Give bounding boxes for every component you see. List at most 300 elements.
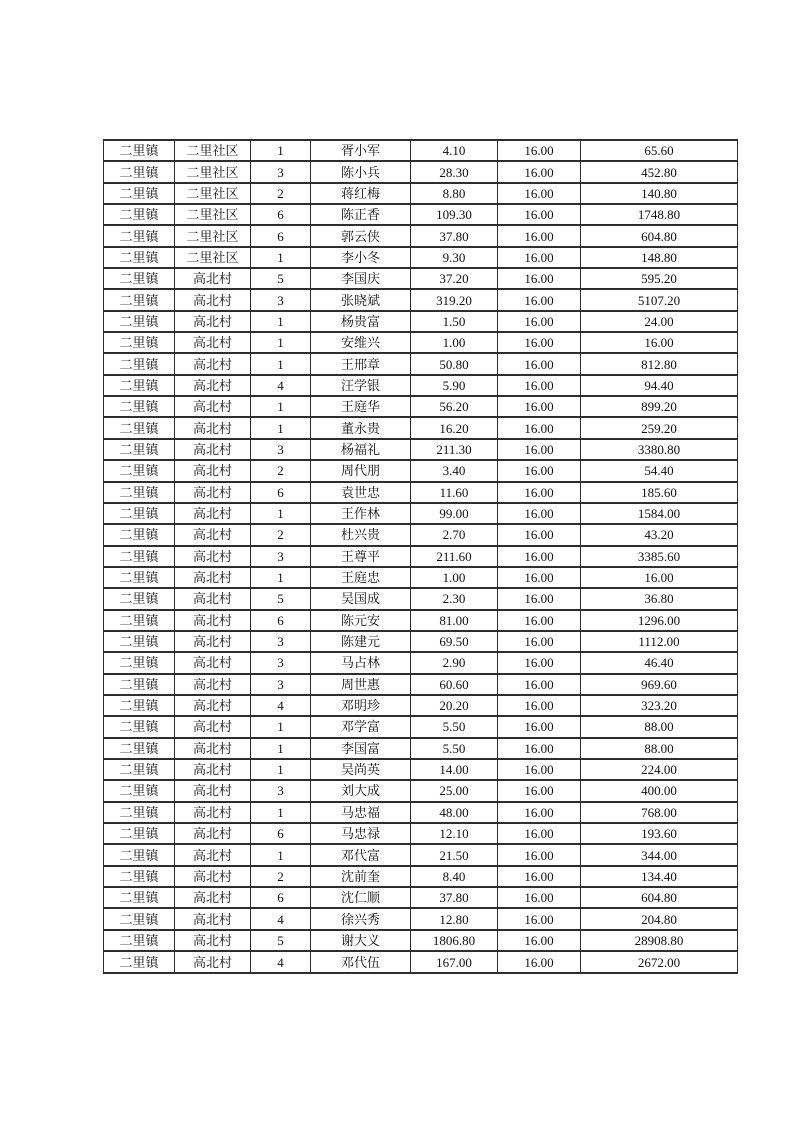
table-cell-village: 高北村: [175, 546, 251, 567]
table-cell-quantity: 5.50: [411, 716, 498, 737]
table-cell-amount: 94.40: [581, 375, 738, 396]
table-cell-amount: 16.00: [581, 567, 738, 588]
table-cell-amount: 812.80: [581, 353, 738, 374]
table-cell-town: 二里镇: [104, 802, 175, 823]
table-cell-quantity: 8.40: [411, 866, 498, 887]
table-cell-town: 二里镇: [104, 311, 175, 332]
table-cell-quantity: 37.80: [411, 225, 498, 246]
table-row: [104, 908, 738, 929]
table-row: [104, 652, 738, 673]
table-cell-count: 2: [251, 866, 311, 887]
table-cell-rate: 16.00: [498, 332, 581, 353]
table-cell-town: 二里镇: [104, 482, 175, 503]
table-cell-town: 二里镇: [104, 674, 175, 695]
table-cell-count: 3: [251, 439, 311, 460]
table-cell-town: 二里镇: [104, 887, 175, 908]
table-row: [104, 225, 738, 246]
table-cell-count: 3: [251, 161, 311, 182]
table-cell-rate: 16.00: [498, 375, 581, 396]
table-cell-name: 沈仁顺: [311, 887, 411, 908]
table-cell-name: 邓代伍: [311, 951, 411, 973]
table-cell-village: 高北村: [175, 930, 251, 951]
table-cell-rate: 16.00: [498, 866, 581, 887]
table-cell-rate: 16.00: [498, 524, 581, 545]
table-cell-count: 1: [251, 247, 311, 268]
table-cell-amount: 24.00: [581, 311, 738, 332]
table-row: [104, 887, 738, 908]
table-cell-quantity: 3.40: [411, 460, 498, 481]
table-cell-quantity: 5.90: [411, 375, 498, 396]
table-cell-rate: 16.00: [498, 908, 581, 929]
table-cell-village: 高北村: [175, 759, 251, 780]
table-cell-count: 6: [251, 225, 311, 246]
table-cell-village: 高北村: [175, 311, 251, 332]
table-cell-quantity: 1.50: [411, 311, 498, 332]
table-cell-amount: 1112.00: [581, 631, 738, 652]
table-cell-name: 邓学富: [311, 716, 411, 737]
table-cell-village: 二里社区: [175, 183, 251, 204]
table-cell-village: 高北村: [175, 802, 251, 823]
table-cell-village: 高北村: [175, 503, 251, 524]
table-cell-name: 胥小军: [311, 140, 411, 161]
table-cell-rate: 16.00: [498, 588, 581, 609]
table-cell-name: 马忠福: [311, 802, 411, 823]
table-cell-name: 陈正香: [311, 204, 411, 225]
table-cell-quantity: 28.30: [411, 161, 498, 182]
table-cell-count: 6: [251, 482, 311, 503]
table-cell-quantity: 167.00: [411, 951, 498, 973]
table-cell-count: 1: [251, 140, 311, 161]
table-cell-village: 高北村: [175, 887, 251, 908]
table-cell-quantity: 37.20: [411, 268, 498, 289]
table-cell-quantity: 69.50: [411, 631, 498, 652]
table-cell-rate: 16.00: [498, 716, 581, 737]
table-cell-village: 高北村: [175, 439, 251, 460]
table-cell-count: 1: [251, 417, 311, 438]
table-cell-town: 二里镇: [104, 183, 175, 204]
table-row: [104, 716, 738, 737]
table-cell-count: 1: [251, 716, 311, 737]
table-cell-count: 2: [251, 460, 311, 481]
table-cell-town: 二里镇: [104, 375, 175, 396]
table-row: [104, 311, 738, 332]
table-body: [104, 140, 738, 973]
table-cell-rate: 16.00: [498, 289, 581, 310]
table-cell-rate: 16.00: [498, 268, 581, 289]
table-cell-name: 陈元安: [311, 610, 411, 631]
table-cell-village: 高北村: [175, 631, 251, 652]
table-cell-amount: 1296.00: [581, 610, 738, 631]
table-row: [104, 524, 738, 545]
table-cell-name: 周代朋: [311, 460, 411, 481]
table-cell-quantity: 50.80: [411, 353, 498, 374]
table-cell-name: 王庭忠: [311, 567, 411, 588]
table-cell-rate: 16.00: [498, 780, 581, 801]
table-cell-rate: 16.00: [498, 439, 581, 460]
table-row: [104, 439, 738, 460]
table-row: [104, 631, 738, 652]
table-cell-name: 谢大义: [311, 930, 411, 951]
table-cell-count: 2: [251, 524, 311, 545]
table-cell-count: 1: [251, 738, 311, 759]
table-cell-count: 6: [251, 823, 311, 844]
table-cell-count: 5: [251, 588, 311, 609]
table-cell-amount: 3385.60: [581, 546, 738, 567]
table-cell-amount: 2672.00: [581, 951, 738, 973]
table-cell-rate: 16.00: [498, 546, 581, 567]
table-cell-amount: 1584.00: [581, 503, 738, 524]
table-cell-name: 刘大成: [311, 780, 411, 801]
table-cell-name: 董永贵: [311, 417, 411, 438]
table-cell-name: 安维兴: [311, 332, 411, 353]
table-row: [104, 738, 738, 759]
table-row: [104, 610, 738, 631]
table-cell-name: 王庭华: [311, 396, 411, 417]
table-cell-village: 高北村: [175, 738, 251, 759]
table-row: [104, 567, 738, 588]
table-cell-town: 二里镇: [104, 204, 175, 225]
table-cell-count: 5: [251, 268, 311, 289]
table-cell-amount: 768.00: [581, 802, 738, 823]
table-cell-amount: 604.80: [581, 225, 738, 246]
table-cell-quantity: 20.20: [411, 695, 498, 716]
table-cell-rate: 16.00: [498, 674, 581, 695]
table-cell-amount: 3380.80: [581, 439, 738, 460]
table-cell-quantity: 4.10: [411, 140, 498, 161]
table-cell-quantity: 1.00: [411, 567, 498, 588]
table-cell-town: 二里镇: [104, 844, 175, 865]
table-row: [104, 417, 738, 438]
table-cell-amount: 604.80: [581, 887, 738, 908]
table-cell-count: 3: [251, 674, 311, 695]
table-cell-quantity: 109.30: [411, 204, 498, 225]
table-cell-count: 6: [251, 610, 311, 631]
table-row: [104, 161, 738, 182]
table-cell-village: 高北村: [175, 716, 251, 737]
table-cell-name: 吴尚英: [311, 759, 411, 780]
table-cell-town: 二里镇: [104, 908, 175, 929]
table-cell-quantity: 81.00: [411, 610, 498, 631]
table-cell-name: 郭云侠: [311, 225, 411, 246]
table-cell-amount: 452.80: [581, 161, 738, 182]
table-row: [104, 759, 738, 780]
table-cell-town: 二里镇: [104, 610, 175, 631]
table-row: [104, 695, 738, 716]
table-cell-amount: 140.80: [581, 183, 738, 204]
table-cell-count: 1: [251, 353, 311, 374]
table-cell-town: 二里镇: [104, 460, 175, 481]
table-cell-quantity: 211.30: [411, 439, 498, 460]
table-cell-town: 二里镇: [104, 631, 175, 652]
table-cell-town: 二里镇: [104, 225, 175, 246]
table-cell-amount: 323.20: [581, 695, 738, 716]
table-cell-rate: 16.00: [498, 695, 581, 716]
table-cell-town: 二里镇: [104, 588, 175, 609]
table-cell-name: 李小冬: [311, 247, 411, 268]
table-cell-rate: 16.00: [498, 930, 581, 951]
table-cell-town: 二里镇: [104, 951, 175, 973]
table-cell-name: 张晓斌: [311, 289, 411, 310]
table-cell-rate: 16.00: [498, 417, 581, 438]
table-cell-amount: 46.40: [581, 652, 738, 673]
table-cell-amount: 400.00: [581, 780, 738, 801]
table-cell-village: 高北村: [175, 460, 251, 481]
table-cell-amount: 65.60: [581, 140, 738, 161]
table-row: [104, 332, 738, 353]
table-cell-quantity: 1.00: [411, 332, 498, 353]
table-row: [104, 546, 738, 567]
table-cell-name: 王尊平: [311, 546, 411, 567]
table-cell-count: 3: [251, 631, 311, 652]
table-cell-village: 高北村: [175, 674, 251, 695]
table-cell-amount: 204.80: [581, 908, 738, 929]
table-cell-count: 1: [251, 567, 311, 588]
table-cell-amount: 224.00: [581, 759, 738, 780]
table-cell-count: 3: [251, 780, 311, 801]
table-cell-count: 1: [251, 844, 311, 865]
table-cell-village: 高北村: [175, 652, 251, 673]
table-cell-town: 二里镇: [104, 503, 175, 524]
table-cell-amount: 185.60: [581, 482, 738, 503]
table-cell-quantity: 48.00: [411, 802, 498, 823]
table-cell-town: 二里镇: [104, 695, 175, 716]
table-cell-town: 二里镇: [104, 524, 175, 545]
table-cell-name: 袁世忠: [311, 482, 411, 503]
table-cell-rate: 16.00: [498, 610, 581, 631]
table-cell-name: 杜兴贵: [311, 524, 411, 545]
table-cell-rate: 16.00: [498, 353, 581, 374]
table-cell-town: 二里镇: [104, 823, 175, 844]
table-cell-name: 李国富: [311, 738, 411, 759]
table-cell-quantity: 12.10: [411, 823, 498, 844]
table-cell-name: 周世惠: [311, 674, 411, 695]
table-cell-village: 高北村: [175, 951, 251, 973]
table-row: [104, 353, 738, 374]
table-cell-village: 高北村: [175, 396, 251, 417]
table-cell-quantity: 99.00: [411, 503, 498, 524]
table-cell-name: 汪学银: [311, 375, 411, 396]
table-cell-count: 4: [251, 908, 311, 929]
table-cell-village: 二里社区: [175, 247, 251, 268]
table-cell-amount: 193.60: [581, 823, 738, 844]
table-cell-rate: 16.00: [498, 652, 581, 673]
table-cell-name: 马忠禄: [311, 823, 411, 844]
table-cell-quantity: 37.80: [411, 887, 498, 908]
table-cell-rate: 16.00: [498, 503, 581, 524]
table-cell-amount: 344.00: [581, 844, 738, 865]
table-cell-rate: 16.00: [498, 396, 581, 417]
table-cell-rate: 16.00: [498, 204, 581, 225]
table-cell-count: 3: [251, 652, 311, 673]
table-cell-town: 二里镇: [104, 247, 175, 268]
table-cell-name: 蒋红梅: [311, 183, 411, 204]
table-cell-rate: 16.00: [498, 567, 581, 588]
table-row: [104, 460, 738, 481]
table-cell-amount: 54.40: [581, 460, 738, 481]
table-cell-count: 6: [251, 204, 311, 225]
table-row: [104, 503, 738, 524]
table-cell-count: 1: [251, 396, 311, 417]
table-cell-count: 1: [251, 503, 311, 524]
table-row: [104, 780, 738, 801]
table-cell-quantity: 11.60: [411, 482, 498, 503]
table-row: [104, 588, 738, 609]
table-cell-town: 二里镇: [104, 332, 175, 353]
table-row: [104, 823, 738, 844]
table-cell-town: 二里镇: [104, 652, 175, 673]
table-cell-amount: 43.20: [581, 524, 738, 545]
table-cell-rate: 16.00: [498, 183, 581, 204]
table-cell-village: 二里社区: [175, 140, 251, 161]
table-cell-town: 二里镇: [104, 738, 175, 759]
table-cell-town: 二里镇: [104, 161, 175, 182]
table-row: [104, 375, 738, 396]
table-cell-quantity: 16.20: [411, 417, 498, 438]
table-cell-name: 王作林: [311, 503, 411, 524]
table-row: [104, 802, 738, 823]
table-row: [104, 930, 738, 951]
table-cell-rate: 16.00: [498, 482, 581, 503]
table-cell-town: 二里镇: [104, 780, 175, 801]
table-cell-town: 二里镇: [104, 567, 175, 588]
table-cell-quantity: 2.70: [411, 524, 498, 545]
table-cell-quantity: 1806.80: [411, 930, 498, 951]
table-cell-town: 二里镇: [104, 353, 175, 374]
table-cell-count: 4: [251, 375, 311, 396]
table-row: [104, 140, 738, 161]
table-cell-name: 邓明珍: [311, 695, 411, 716]
table-cell-village: 高北村: [175, 417, 251, 438]
table-cell-count: 5: [251, 930, 311, 951]
table-cell-town: 二里镇: [104, 439, 175, 460]
table-cell-town: 二里镇: [104, 866, 175, 887]
table-cell-rate: 16.00: [498, 823, 581, 844]
table-cell-rate: 16.00: [498, 631, 581, 652]
table-row: [104, 482, 738, 503]
table-cell-town: 二里镇: [104, 268, 175, 289]
table-cell-village: 高北村: [175, 844, 251, 865]
table-cell-quantity: 21.50: [411, 844, 498, 865]
table-cell-rate: 16.00: [498, 802, 581, 823]
table-cell-name: 吴国成: [311, 588, 411, 609]
table-cell-village: 二里社区: [175, 161, 251, 182]
table-cell-name: 王邢章: [311, 353, 411, 374]
table-row: [104, 289, 738, 310]
table-cell-village: 高北村: [175, 610, 251, 631]
table-cell-name: 马占林: [311, 652, 411, 673]
table-cell-town: 二里镇: [104, 930, 175, 951]
table-cell-quantity: 25.00: [411, 780, 498, 801]
table-cell-rate: 16.00: [498, 844, 581, 865]
table-cell-rate: 16.00: [498, 140, 581, 161]
table-cell-village: 高北村: [175, 353, 251, 374]
table-cell-rate: 16.00: [498, 161, 581, 182]
table-cell-town: 二里镇: [104, 716, 175, 737]
table-cell-amount: 36.80: [581, 588, 738, 609]
table-cell-village: 高北村: [175, 588, 251, 609]
table-cell-amount: 148.80: [581, 247, 738, 268]
table-cell-village: 二里社区: [175, 204, 251, 225]
table-cell-village: 高北村: [175, 780, 251, 801]
table-cell-rate: 16.00: [498, 225, 581, 246]
table-cell-town: 二里镇: [104, 140, 175, 161]
table-cell-town: 二里镇: [104, 417, 175, 438]
table-cell-rate: 16.00: [498, 311, 581, 332]
table-row: [104, 247, 738, 268]
table-cell-quantity: 8.80: [411, 183, 498, 204]
table-cell-village: 高北村: [175, 332, 251, 353]
table-cell-village: 高北村: [175, 567, 251, 588]
table-cell-amount: 28908.80: [581, 930, 738, 951]
table-cell-village: 二里社区: [175, 225, 251, 246]
table-cell-name: 杨福礼: [311, 439, 411, 460]
table-cell-quantity: 319.20: [411, 289, 498, 310]
table-cell-village: 高北村: [175, 866, 251, 887]
table-cell-town: 二里镇: [104, 396, 175, 417]
table-cell-quantity: 5.50: [411, 738, 498, 759]
table-cell-quantity: 56.20: [411, 396, 498, 417]
table-cell-count: 3: [251, 546, 311, 567]
table-row: [104, 268, 738, 289]
table-cell-rate: 16.00: [498, 460, 581, 481]
table-row: [104, 844, 738, 865]
table-cell-quantity: 14.00: [411, 759, 498, 780]
table-cell-count: 1: [251, 332, 311, 353]
table-cell-amount: 595.20: [581, 268, 738, 289]
table-cell-rate: 16.00: [498, 951, 581, 973]
table-cell-town: 二里镇: [104, 546, 175, 567]
table-row: [104, 674, 738, 695]
table-cell-amount: 5107.20: [581, 289, 738, 310]
table-cell-name: 徐兴秀: [311, 908, 411, 929]
table-cell-village: 高北村: [175, 524, 251, 545]
table-cell-name: 李国庆: [311, 268, 411, 289]
table-cell-amount: 134.40: [581, 866, 738, 887]
table-cell-rate: 16.00: [498, 247, 581, 268]
table-cell-town: 二里镇: [104, 759, 175, 780]
table-cell-village: 高北村: [175, 289, 251, 310]
table-cell-quantity: 2.30: [411, 588, 498, 609]
table-cell-village: 高北村: [175, 375, 251, 396]
table-cell-rate: 16.00: [498, 738, 581, 759]
table-cell-count: 3: [251, 289, 311, 310]
table-row: [104, 396, 738, 417]
table-row: [104, 866, 738, 887]
table-cell-quantity: 60.60: [411, 674, 498, 695]
table-cell-village: 高北村: [175, 268, 251, 289]
table-cell-count: 4: [251, 695, 311, 716]
table-cell-amount: 899.20: [581, 396, 738, 417]
table-cell-name: 邓代富: [311, 844, 411, 865]
table-cell-rate: 16.00: [498, 887, 581, 908]
table-cell-quantity: 2.90: [411, 652, 498, 673]
table-cell-amount: 88.00: [581, 716, 738, 737]
table-cell-town: 二里镇: [104, 289, 175, 310]
table-cell-count: 2: [251, 183, 311, 204]
table-cell-count: 1: [251, 759, 311, 780]
table-cell-quantity: 9.30: [411, 247, 498, 268]
data-table: [103, 139, 738, 974]
table-cell-village: 高北村: [175, 908, 251, 929]
table-cell-rate: 16.00: [498, 759, 581, 780]
table-row: [104, 183, 738, 204]
table-cell-amount: 969.60: [581, 674, 738, 695]
table-row: [104, 204, 738, 225]
table-cell-amount: 88.00: [581, 738, 738, 759]
table-cell-amount: 16.00: [581, 332, 738, 353]
table-cell-amount: 1748.80: [581, 204, 738, 225]
table-cell-village: 高北村: [175, 823, 251, 844]
